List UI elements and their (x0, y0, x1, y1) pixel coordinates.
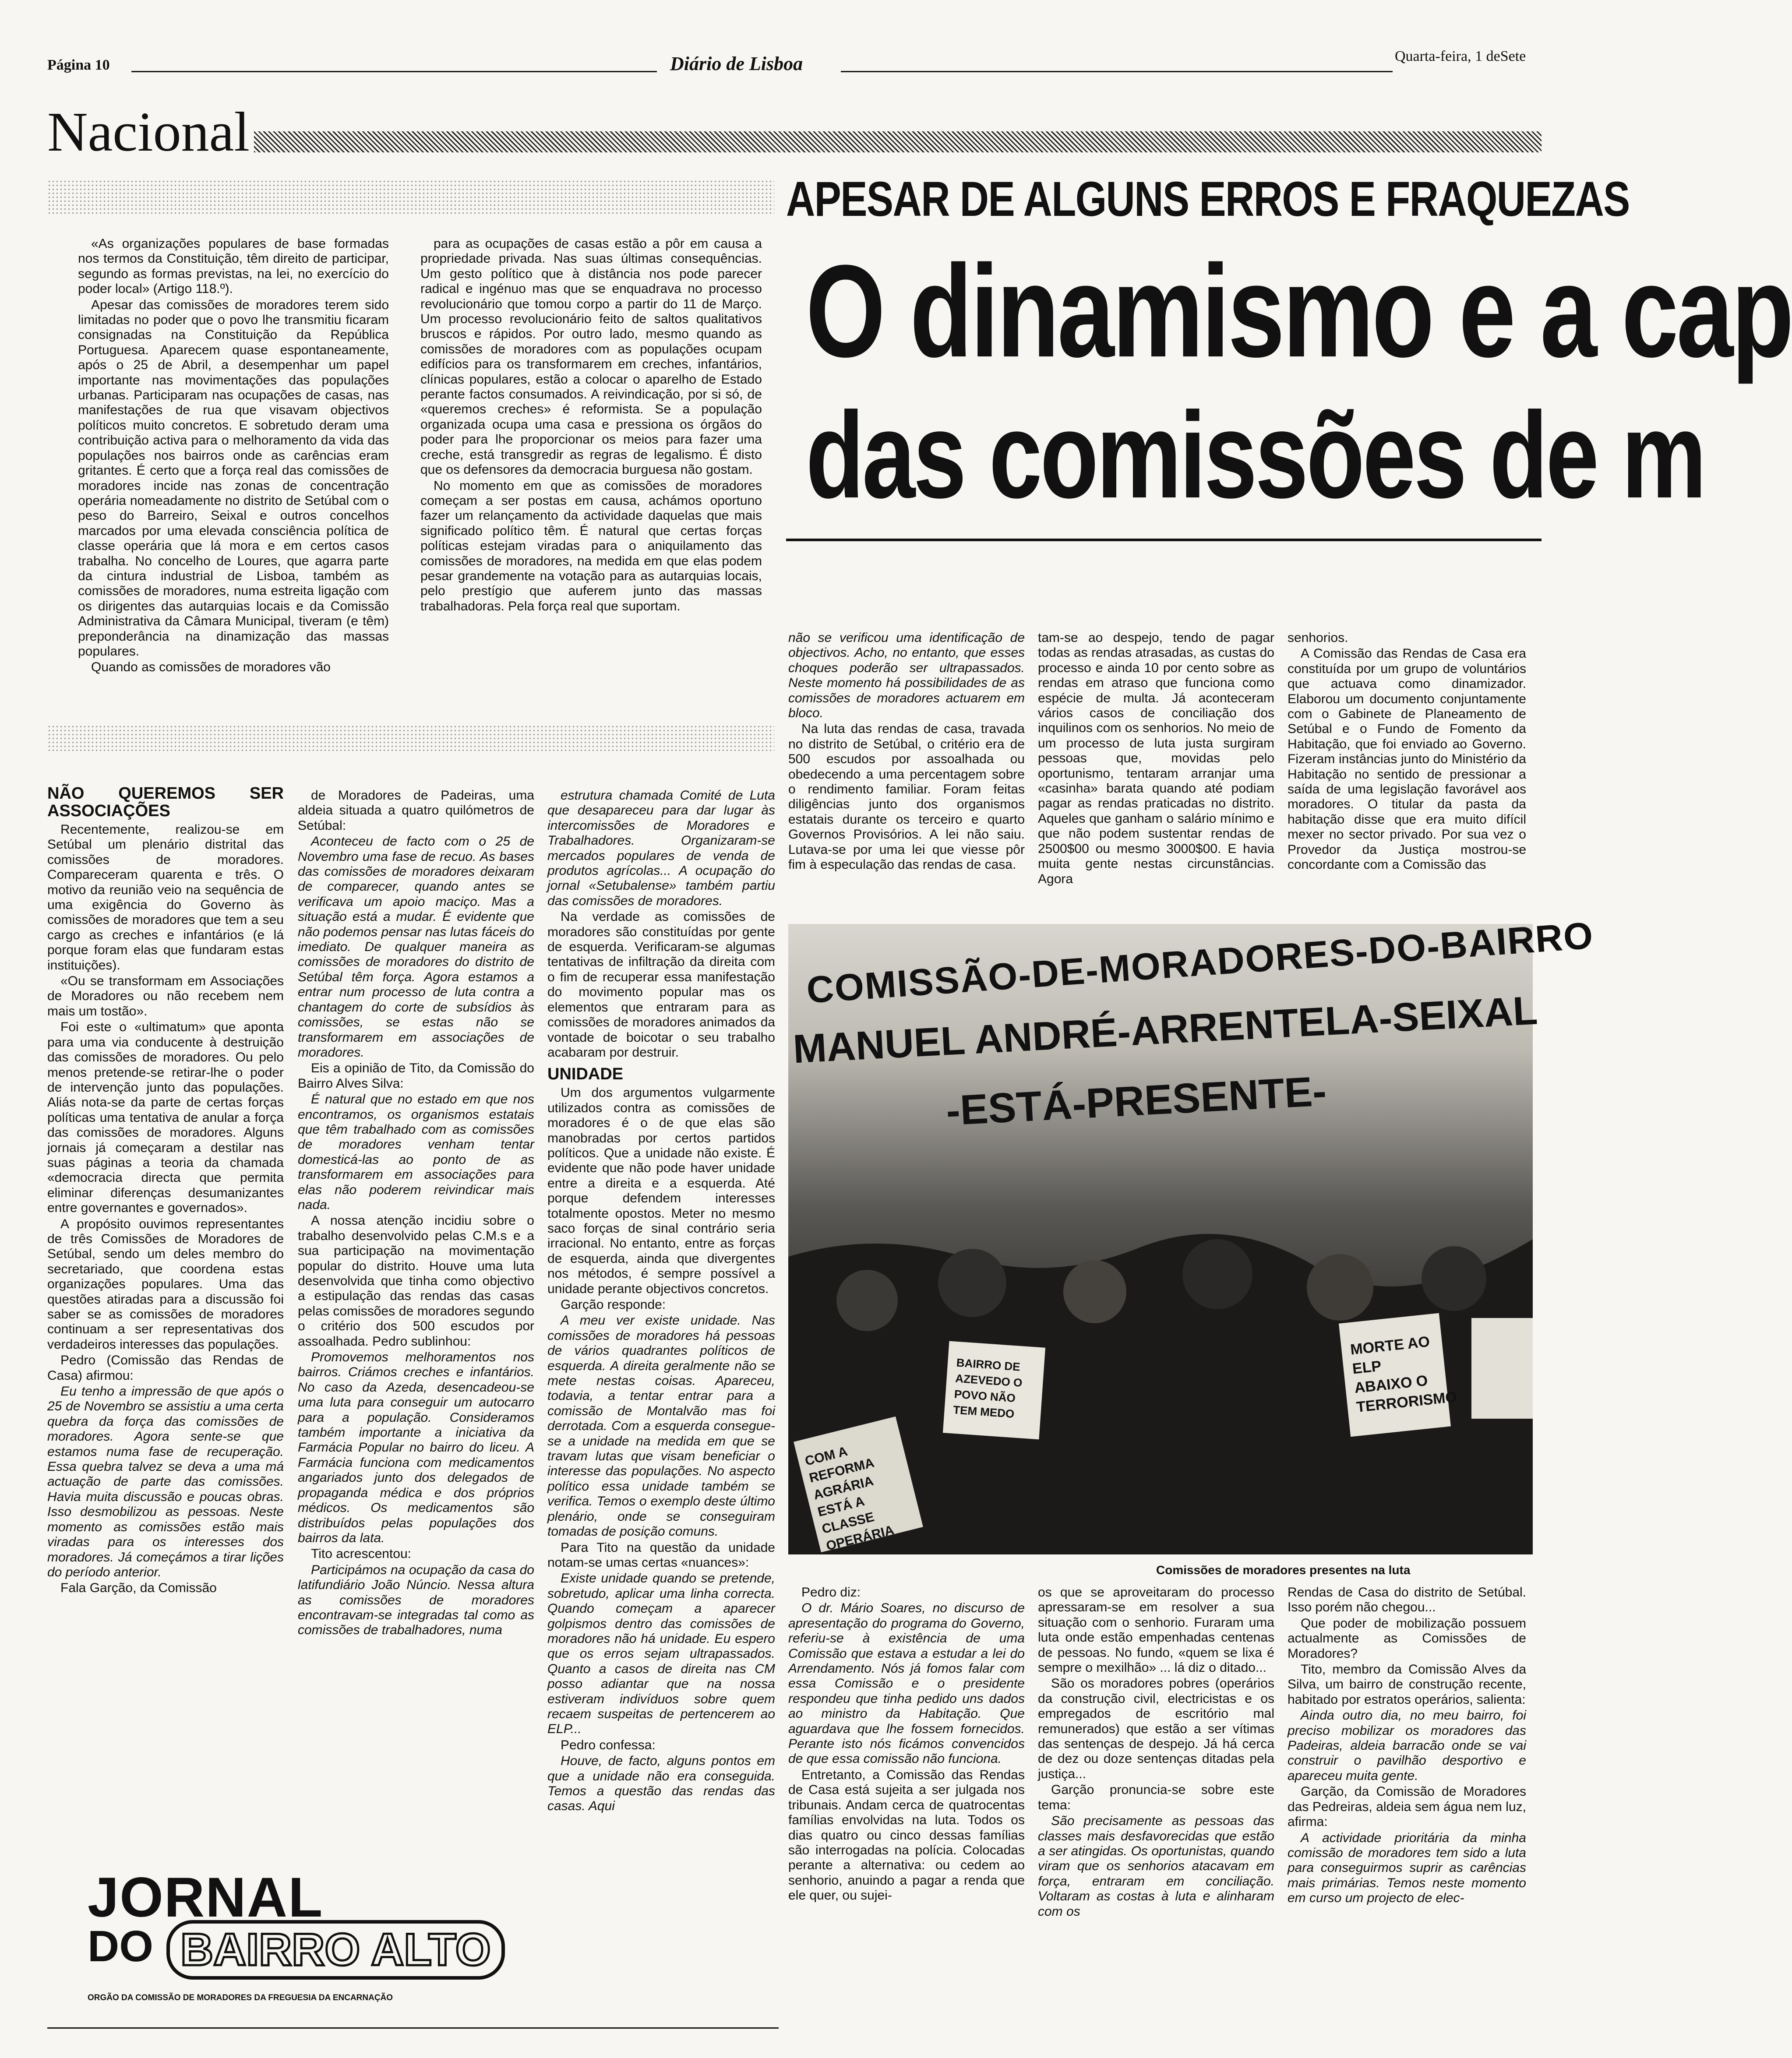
photo-banner-1: COMISSÃO-DE-MORADORES-DO-BAIRRO (805, 914, 1595, 1011)
right-column-1 (788, 631, 1025, 874)
body-paragraph: Eis a opinião de Tito, da Comissão do Bairro Alves Silva: (298, 1061, 534, 1091)
body-paragraph: Na luta das rendas de casa, travada no distrito de Setúbal, o critério era de 500 escudos por assoalhada ou obedecendo a uma percentagem sobre o rendimento familiar. Foram feitas diligências junto dos organismos estatais durante os terceiro e quarto Governos Provisórios. A lei não saiu. Lutava-se por uma lei que viesse pôr fim à especulação das rendas de casa. (788, 722, 1025, 872)
intro-paragraph: «As organizações populares de base formadas nos termos da Constituição, têm direito de participar, segundo as formas previstas, na lei, no exercício do poder local» (Artigo 118.º). (78, 236, 389, 296)
body-column-1 (47, 779, 284, 1597)
body-paragraph: Pedro confessa: (561, 1737, 656, 1752)
quote-paragraph: estrutura chamada Comité de Luta que desapareceu para dar lugar às intercomissões de Moradores e Trabalhadores. Organizaram-se mercados populares de venda de produtos agrícolas... A ocupação do jornal «Setubalense» também partiu das comissões de moradores. (547, 788, 775, 908)
headline-line1: O dinamismo e a cap (806, 237, 1792, 384)
quote-paragraph: Houve, de facto, alguns pontos em que a unidade não era conseguida. Temos a questão das rendas das casas. Aqui (547, 1754, 775, 1814)
intro-column-2 (420, 236, 762, 615)
headline-rule (786, 539, 1542, 541)
photo-sign-elp: MORTE AO ELP ABAIXO O TERRORISMO (1349, 1333, 1458, 1416)
photo-banner-2: MANUEL ANDRÉ-ARRENTELA-SEIXAL (792, 988, 1539, 1072)
photo-sign-reforma: COM A REFORMA AGRÁRIA ESTÁ A CLASSE OPERÁRIA (803, 1444, 896, 1554)
intro-shading (47, 180, 774, 215)
body-paragraph: Para Tito na questão da unidade notam-se umas certas «nuances»: (547, 1540, 775, 1570)
body-paragraph: Que poder de mobilização possuem actualmente as Comissões de Moradores? (1288, 1616, 1526, 1661)
quote-paragraph: Eu tenho a impressão de que após o 25 de Novembro se assistiu a uma certa quebra da força das comissões de moradores. Agora sente-se que estamos numa fase de recuperação. Essa quebra talvez se deva a uma má actuação de parte das comissões. Havia muita discussão e poucas obras. Isso desmobilizou as pessoas. Neste momento as comissões estão mais viradas para os interesses dos moradores. Já começámos a tirar lições do período anterior. (47, 1384, 284, 1579)
header-rule-left (131, 71, 657, 72)
issue-date: Quarta-feira, 1 deSete (1395, 48, 1526, 64)
logo-tagline: ORGÃO DA COMISSÃO DE MORADORES DA FREGUESIA DA ENCARNAÇÃO (88, 1993, 393, 2002)
body-paragraph: Garção, da Comissão de Moradores das Pedreiras, aldeia sem água nem luz, afirma: (1288, 1784, 1526, 1829)
body-paragraph: Na verdade as comissões de moradores são constituídas por gente de esquerda. Verificaram-se algumas tentativas de infiltração da direita com o fim de recuperar essa manifestação do movimento popular mas os elementos que entraram para as comissões de moradores animados da vontade de boicotar o seu trabalho acabaram por destruir. (547, 909, 775, 1060)
body-paragraph: Tito acrescentou: (311, 1547, 411, 1561)
photo-banner-3: -ESTÁ-PRESENTE- (945, 1068, 1328, 1135)
quote-paragraph: Aconteceu de facto com o 25 de Novembro uma fase de recuo. As bases das comissões de moradores deixaram de comparecer, quando antes se verificava um apoio maciço. Mas a situação está a mudar. É evidente que não podemos pensar nas lutas fáceis do imediato. De qualquer maneira as comissões de moradores do distrito de Setúbal têm força. Agora estamos a entrar num processo de luta contra a chantagem do corte de subsídios às comissões, se estas não se transformarem em associações de moradores. (298, 834, 534, 1060)
body-paragraph: Foi este o «ultimatum» que aponta para uma via conducente à destruição das comissões de moradores. Ou pelo menos pretende-se retirar-lhe o poder de intervenção junto das populações. Aliás nota-se da parte de certas forças políticas uma tentativa de anular a força das comissões de moradores. Alguns jornais já começaram a destilar nas suas páginas a teoria da chamada «democracia directa que permita eliminar diferenças desumanizantes entre governantes e governados». (47, 1020, 284, 1216)
logo-line-2b: BAIRRO ALTO (166, 1920, 505, 1980)
bottom-column-3 (1288, 1585, 1526, 1907)
body-paragraph: Rendas de Casa do distrito de Setúbal. Isso porém não chegou... (1288, 1585, 1526, 1615)
bottom-column-2 (1038, 1585, 1274, 1920)
intro-paragraph: Quando as comissões de moradores vão (91, 660, 331, 675)
body-paragraph: os que se aproveitaram do processo apressaram-se em resolver a sua situação com o senhorio. Furaram uma luta onde estão empenhadas centenas de pessoas. No fundo, «quem se lixa é sempre o mexilhão» ... lá diz o ditado... (1038, 1585, 1274, 1675)
quote-paragraph: Ainda outro dia, no meu bairro, foi preciso mobilizar os moradores das Padeiras, aldeia barracão onde se vai construir o pavilhão desportivo e apareceu muita gente. (1288, 1708, 1526, 1783)
intro-divider (47, 725, 774, 751)
quote-paragraph: A meu ver existe unidade. Nas comissões de moradores há pessoas de vários quadrantes políticos de esquerda. A direita geralmente não se mete nestas coisas. Apareceu, todavia, a tentar entrar para a comissão de Montalvão mas foi derrotada. Com a esquerda consegue-se a unidade na medida em que se travam lutas que visam beneficiar o interesse das populações. No aspecto político essa unidade também se verifica. Temos o exemplo deste último plenário, onde se conseguiram tomadas de posição comuns. (547, 1313, 775, 1539)
section-band (254, 131, 1542, 152)
body-paragraph: Entretanto, a Comissão das Rendas de Casa está sujeita a ser julgada nos tribunais. Andam cerca de quatrocentas famílias envolvidas na luta. Todos os dias quatro ou cinco dessas famílias são interrogadas na polícia. Colocadas perante a alternativa: ou cedem ao senhorio, anuindo a pagar a renda que ele quer, ou sujei- (788, 1767, 1025, 1903)
quote-paragraph: Existe unidade quando se pretende, sobretudo, aplicar uma linha correcta. Quando começam a aparecer golpismos dentro das comissões de moradores não há unidade. Eu espero que os erros sejam ultrapassados. Quanto a casos de direita nas CM posso adiantar que na nossa estiveram indivíduos sobre quem recaem suspeitas de pertencerem ao ELP... (547, 1571, 775, 1737)
photo-sign-azevedo: BAIRRO DE AZEVEDO O POVO NÃO TEM MEDO (952, 1356, 1023, 1420)
body-paragraph: Um dos argumentos vulgarmente utilizados contra as comissões de moradores é o de que elas são manobradas por certos partidos políticos. Que a unidade não existe. É evidente que não pode haver unidade entre a direita e a esquerda. Até porque defendem interesses totalmente opostos. Meter no mesmo saco forças de sinal contrário seria irracional. No entanto, entre as forças de esquerda, ainda que divergentes nos métodos, é sempre possível a unidade perante objectivos concretos. (547, 1085, 775, 1296)
quote-paragraph: É natural que no estado em que nos encontramos, os organismos estatais que têm trabalhado com as comissões de moradores venham tentar domesticá-las ao ponto de as transformarem em associações para elas não poderem reivindicar mais nada. (298, 1092, 534, 1212)
footer-rule (47, 2027, 779, 2029)
masthead: Diário de Lisboa (670, 53, 803, 74)
subheading-associacoes: NÃO QUEREMOS SER ASSOCIAÇÕES (47, 784, 284, 820)
intro-column-1 (78, 236, 389, 676)
quote-paragraph: O dr. Mário Soares, no discurso de apresentação do programa do Governo, referiu-se à existência de uma Comissão que estava a estudar a lei do Arrendamento. Nós já fomos falar com essa Comissão e o presidente respondeu que tinha pedido uns dados ao ministro da Habitação. Que aguardava que lhe fossem fornecidos. Perante isto nós ficámos convencidos de que essa comissão não funciona. (788, 1601, 1025, 1766)
section-title: Nacional (47, 101, 250, 163)
body-paragraph: A Comissão das Rendas de Casa era constituída por um grupo de voluntários que actuava como dinamizador. Elaborou um documento conjuntamente com o Gabinete de Planeamento de Setúbal e o Fundo de Fomento da Habitação, que foi enviado ao Governo. Fizeram instâncias junto do Ministério da Habitação no sentido de pressionar a saída de uma legislação favorável aos moradores. O titular da pasta da habitação disse que era muito difícil mexer no sector privado. Por sua vez o Provedor da Justiça mostrou-se concordante com a Comissão das (1288, 646, 1526, 872)
body-paragraph: A nossa atenção incidiu sobre o trabalho desenvolvido pelas C.M.s e a sua participação na movimentação popular do distrito. Houve uma luta desenvolvida que tinha como objectivo a estipulação das rendas das casas pelas comissões de moradores segundo o critério dos 500 escudos por assoalhada. Pedro sublinhou: (298, 1213, 534, 1349)
intro-paragraph: para as ocupações de casas estão a pôr em causa a propriedade privada. Nas suas últimas consequências. Um gesto político que à distância nos pode parecer radical e ingénuo mas que se enquadrava no processo revolucionário que tomou corpo a partir do 11 de Março. Um processo revolucionário feito de saltos qualitativos bruscos e rápidos. Por outro lado, mesmo quando as comissões de moradores com as populações ocupam edifícios para os transformarem em creches, infantários, clínicas populares, estão a colocar o aparelho de Estado perante factos consumados. A reivindicação, por si só, de «queremos creches» é reformista. Se a população organizada ocupa uma casa e pressiona os órgãos do poder para lhe proporcionar os meios para fazer uma creche, está transgredir as regras de legalismo. É disto que os defensores da democracia burguesa não gostam. (420, 236, 762, 477)
quote-paragraph: não se verificou uma identificação de objectivos. Acho, no entanto, que esses choques poderão ser ultrapassados. Neste momento há possibilidades de as comissões de moradores actuarem em bloco. (788, 631, 1025, 721)
body-column-2 (298, 788, 534, 1639)
body-paragraph: senhorios. (1288, 631, 1348, 645)
bottom-column-1 (788, 1585, 1025, 1904)
body-paragraph: tam-se ao despejo, tendo de pagar todas as rendas atrasadas, as custas do processo e ainda 10 por cento sobre as rendas em atraso que funciona como espécie de multa. Já aconteceram vários casos de conciliação dos inquilinos com os senhorios. No meio de um processo de luta justa surgiram pessoas que, movidas pelo oportunismo, tentaram arranjar uma «casinha» barata quando até podiam pagar as rendas praticadas no distrito. Aqueles que ganham o salário mínimo e que não podem sustentar rendas de 2500$00 ou mesmo 3000$00. E havia muita gente nestas circunstâncias. Agora (1038, 631, 1274, 886)
body-paragraph: Garção responde: (561, 1297, 666, 1312)
quote-paragraph: A actividade prioritária da minha comissão de moradores tem sido a luta para conseguirmos suprir as carências mais primárias. Temos neste momento em curso um projecto de elec- (1288, 1830, 1526, 1906)
header-rule-right (841, 71, 1393, 72)
photo-caption: Comissões de moradores presentes na luta (1156, 1563, 1411, 1577)
body-paragraph: A propósito ouvimos representantes de três Comissões de Moradores de Setúbal, sendo um deles membro do secretariado, que coordena estas organizações populares. Uma das questões atiradas para a discussão foi saber se as comissões de moradores continuam a ser representativas dos verdadeiros interesses das populações. (47, 1216, 284, 1352)
body-paragraph: Tito, membro da Comissão Alves da Silva, um bairro de construção recente, habitado por estratos operários, salienta: (1288, 1662, 1526, 1707)
quote-paragraph: Participámos na ocupação da casa do latifundiário João Núncio. Nessa altura as comissões de moradores encontravam-se integradas tal como as comissões de trabalhadores, numa (298, 1562, 534, 1638)
body-paragraph: Recentemente, realizou-se em Setúbal um plenário distrital das comissões de moradores. Compareceram quarenta e três. O motivo da reunião veio na sequência de uma exigência do Governo às comissões de moradores que tem a seu cargo as creches e infantários (e lá porque foram elas que fundaram estas instituições). (47, 822, 284, 973)
intro-paragraph: Apesar das comissões de moradores terem sido limitadas no poder que o povo lhe transmitiu ficaram consignadas na Constituição da República Portuguesa. Aparecem quase espontaneamente, após o 25 de Abril, a desempenhar um papel importante nas movimentações das populações urbanas. Participaram nas ocupações de casas, nas manifestações de rua que visavam objectivos políticos muito concretos. E sobretudo deram uma contribuição activa para o melhoramento da vida das populações nos bairros onde as carências eram gritantes. É certo que a força real das comissões de moradores incide nas zonas de concentração operária nomeadamente no distrito de Setúbal com o peso do Barreiro, Seixal e outros concelhos marcados por uma elevada consciência política de classe operária que lá mora e em certos casos trabalha. No concelho de Loures, que agarra parte da cintura industrial de Lisboa, também as comissões de moradores, numa estreita ligação com os dirigentes das autarquias locais e da Comissão Administrativa da Câmara Municipal, tiveram (e têm) preponderância na dinamização das massas populares. (78, 297, 389, 659)
body-paragraph: Fala Garção, da Comissão (60, 1581, 217, 1596)
protest-photo (788, 914, 1595, 1554)
body-paragraph: Pedro diz: (801, 1585, 861, 1600)
body-column-3 (547, 788, 775, 1815)
headline-kicker: APESAR DE ALGUNS ERROS E FRAQUEZAS (786, 172, 1630, 226)
right-column-3 (1288, 631, 1526, 874)
body-paragraph: Pedro (Comissão das Rendas de Casa) afirmou: (47, 1353, 284, 1383)
body-paragraph: de Moradores de Padeiras, uma aldeia situada a quatro quilómetros de Setúbal: (298, 788, 534, 833)
logo-line-1: JORNAL (88, 1866, 324, 1929)
page-number: Página 10 (47, 57, 110, 73)
body-paragraph: Garção pronuncia-se sobre este tema: (1038, 1783, 1274, 1812)
quote-paragraph: São precisamente as pessoas das classes mais desfavorecidas que estão a ser atingidas. Os oportunistas, quando viram que os senhorios atacavam em força, entraram em conciliação. Voltaram as costas à luta e alinharam com os (1038, 1814, 1274, 1919)
subheading-unidade: UNIDADE (547, 1065, 624, 1084)
intro-paragraph: No momento em que as comissões de moradores começam a ser postas em causa, achámos oportuno fazer um relançamento da actividade daquelas que mais significado político têm. É natural que certas forças políticas estejam viradas para o aniquilamento das comissões de moradores, na medida em que elas podem pesar grandemente na votação para as autarquias locais, pelo prestígio que auferem junto das massas trabalhadoras. Pela força real que suportam. (420, 478, 762, 613)
headline-line2: das comissões de m (806, 387, 1705, 524)
right-column-2 (1038, 631, 1274, 888)
jornal-bairro-alto-logo (83, 1866, 539, 2014)
logo-line-2a: DO (88, 1922, 153, 1971)
quote-paragraph: Promovemos melhoramentos nos bairros. Criámos creches e infantários. No caso da Azeda, desencadeou-se uma luta para conseguir um autocarro para a população. Consideramos também importante a iniciativa da Farmácia Popular no bairro do liceu. A Farmácia funciona com medicamentos angariados junto dos delegados de propaganda médica e dos próprios médicos. Os medicamentos são distribuídos pelas populações dos bairros da lata. (298, 1350, 534, 1545)
body-paragraph: «Ou se transformam em Associações de Moradores ou não recebem nem mais um tostão». (47, 974, 284, 1018)
body-paragraph: São os moradores pobres (operários da construção civil, electricistas e os empregados de escritório mal remunerados) que estão a ser vítimas das sentenças de despejo. Já há cerca de dez ou doze sentenças ditadas pela justiça... (1038, 1676, 1274, 1781)
